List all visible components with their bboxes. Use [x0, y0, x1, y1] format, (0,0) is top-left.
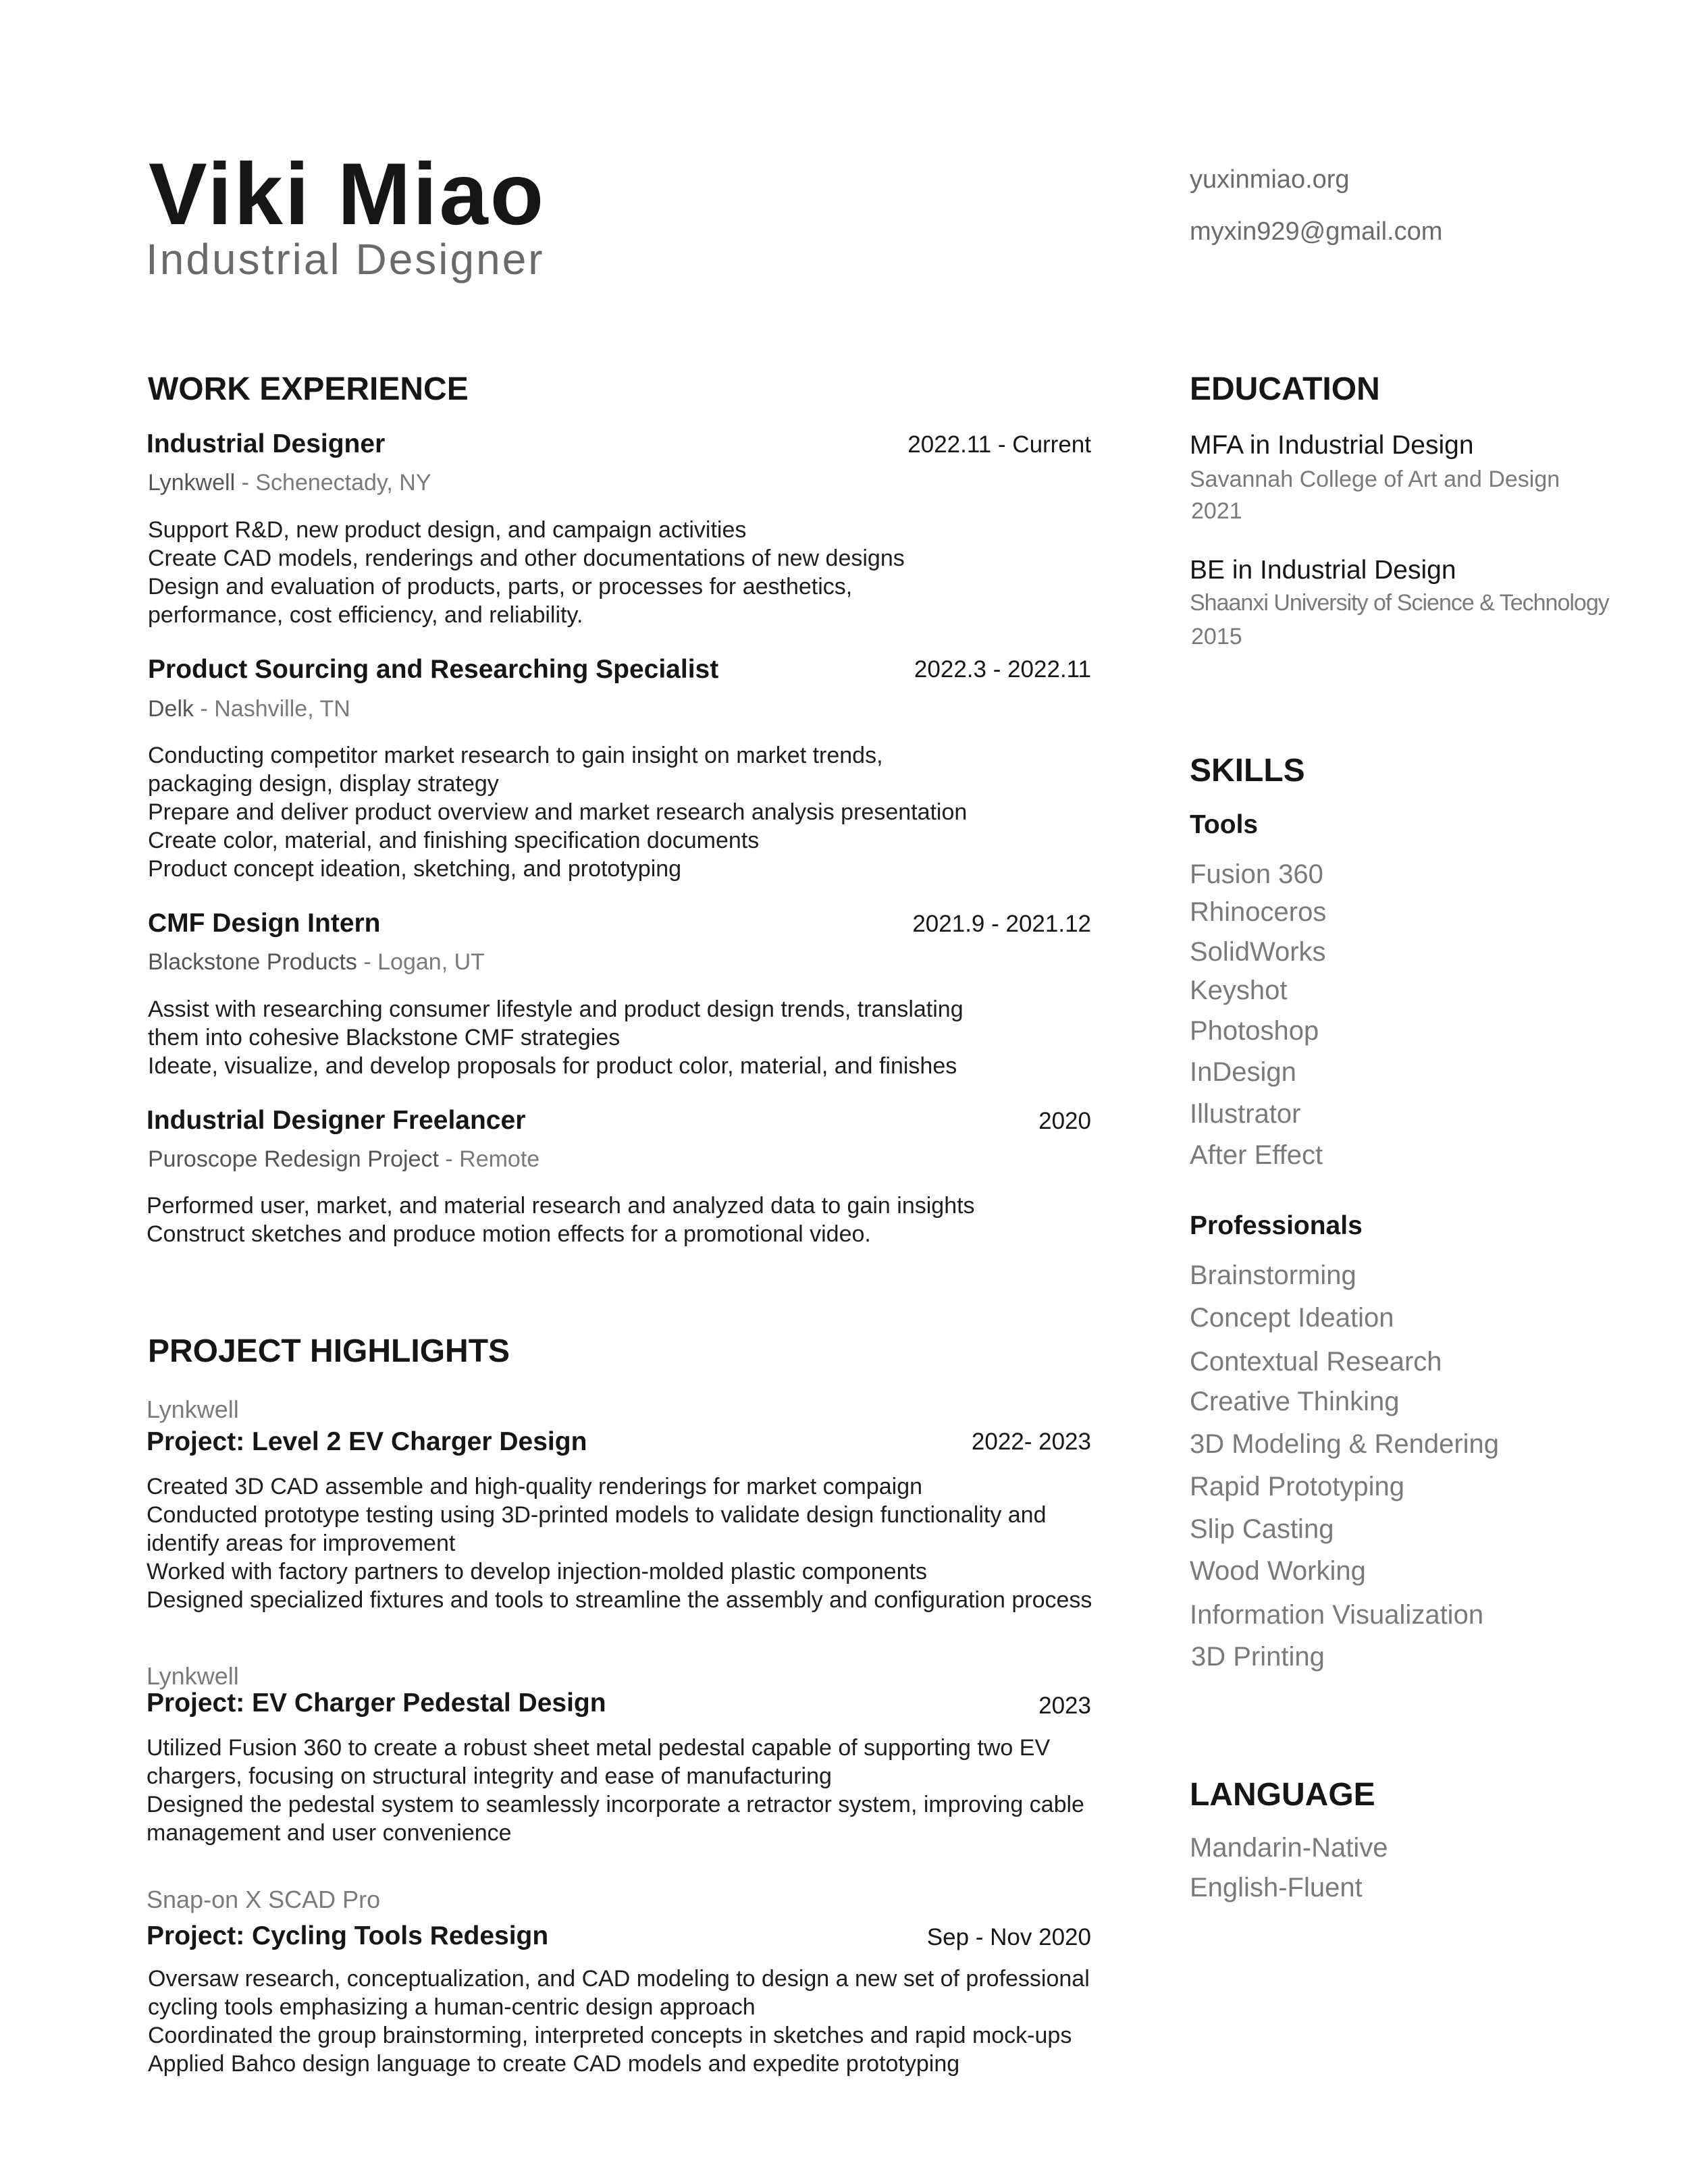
description-line: Worked with factory partners to develop injection-molded plastic components — [147, 1559, 927, 1584]
description-line: performance, cost efficiency, and reliability. — [148, 602, 583, 628]
job-date: 2021.9 - 2021.12 — [912, 911, 1091, 937]
skill-item: Rapid Prototyping — [1190, 1472, 1404, 1501]
skill-item: Contextual Research — [1190, 1347, 1442, 1377]
skill-item: Concept Ideation — [1190, 1303, 1394, 1333]
company-location: - Nashville, TN — [194, 696, 350, 722]
project-title: Project: Level 2 EV Charger Design — [147, 1427, 587, 1456]
project-org: Snap-on X SCAD Pro — [147, 1886, 381, 1913]
description-line: Performed user, market, and material research and analyzed data to gain insights — [147, 1193, 975, 1219]
company-name: Blackstone Products — [148, 949, 357, 975]
description-line: Created 3D CAD assemble and high-quality renderings for market compaign — [147, 1474, 923, 1499]
skill-item: SolidWorks — [1190, 937, 1326, 967]
job-description — [148, 741, 967, 883]
skill-item: Photoshop — [1190, 1016, 1319, 1046]
description-line: Coordinated the group brainstorming, interpreted concepts in sketches and rapid mock-ups — [148, 2023, 1072, 2048]
job-company — [148, 471, 431, 494]
description-line: Create color, material, and finishing specification documents — [148, 828, 760, 853]
skill-item: Creative Thinking — [1190, 1387, 1400, 1416]
work-experience-heading: WORK EXPERIENCE — [148, 371, 469, 407]
description-line: packaging design, display strategy — [148, 771, 499, 797]
skill-item: 3D Printing — [1191, 1642, 1325, 1672]
skill-item: Information Visualization — [1190, 1600, 1484, 1630]
company-name: Lynkwell — [148, 470, 236, 496]
skill-item: InDesign — [1190, 1057, 1296, 1087]
description-line: cycling tools emphasizing a human-centric design approach — [148, 1994, 756, 2020]
job-title: Industrial Designer — [147, 429, 386, 458]
description-line: Support R&D, new product design, and campaign activities — [148, 517, 747, 543]
project-date: 2023 — [1038, 1693, 1091, 1719]
project-org: Lynkwell — [147, 1662, 239, 1690]
degree: BE in Industrial Design — [1190, 556, 1456, 585]
skills-heading: SKILLS — [1190, 753, 1305, 789]
company-name: Puroscope Redesign Project — [148, 1146, 439, 1172]
description-line: Applied Bahco design language to create CAD models and expedite prototyping — [148, 2051, 960, 2077]
description-line: Product concept ideation, sketching, and prototyping — [148, 856, 682, 882]
company-location: - Logan, UT — [357, 949, 485, 975]
language-item: English-Fluent — [1190, 1873, 1363, 1902]
job-company — [148, 951, 485, 974]
project-org: Lynkwell — [147, 1395, 239, 1423]
education-heading: EDUCATION — [1190, 371, 1380, 407]
email-link[interactable]: myxin929@gmail.com — [1190, 217, 1443, 246]
skill-item: Fusion 360 — [1190, 859, 1323, 889]
description-line: Ideate, visualize, and develop proposals for product color, material, and finishes — [148, 1053, 957, 1079]
company-name: Delk — [148, 696, 194, 722]
description-line: Oversaw research, conceptualization, and CAD modeling to design a new set of professional — [148, 1966, 1090, 1992]
degree: MFA in Industrial Design — [1190, 431, 1474, 460]
description-line: Designed specialized fixtures and tools to streamline the assembly and configuration process — [147, 1587, 1092, 1613]
job-title: CMF Design Intern — [148, 909, 381, 938]
skill-item: Wood Working — [1190, 1556, 1366, 1586]
graduation-year: 2015 — [1191, 624, 1242, 649]
skill-item: Slip Casting — [1190, 1514, 1334, 1544]
candidate-name: Viki Miao — [149, 144, 546, 243]
skill-item: Illustrator — [1190, 1099, 1301, 1129]
project-description — [148, 1965, 1090, 2078]
job-date: 2022.3 - 2022.11 — [914, 656, 1091, 683]
company-location: - Schenectady, NY — [235, 470, 431, 496]
skill-item: Rhinoceros — [1190, 897, 1327, 927]
project-description — [147, 1472, 1092, 1614]
project-date: 2022- 2023 — [971, 1429, 1091, 1455]
skill-item: Brainstorming — [1190, 1260, 1356, 1290]
description-line: identify areas for improvement — [147, 1530, 456, 1556]
skill-item: 3D Modeling & Rendering — [1190, 1429, 1500, 1459]
description-line: Construct sketches and produce motion effects for a promotional video. — [147, 1221, 871, 1247]
language-item: Mandarin-Native — [1190, 1833, 1388, 1863]
candidate-role: Industrial Designer — [146, 235, 545, 284]
company-location: - Remote — [438, 1146, 540, 1172]
skill-item: After Effect — [1190, 1140, 1323, 1170]
school: Shaanxi University of Science & Technology — [1190, 590, 1609, 616]
tools-subheading: Tools — [1190, 810, 1259, 839]
school: Savannah College of Art and Design — [1190, 467, 1560, 492]
job-description — [148, 995, 964, 1080]
description-line: Prepare and deliver product overview and market research analysis presentation — [148, 799, 968, 825]
job-company — [148, 697, 350, 720]
job-title: Industrial Designer Freelancer — [147, 1106, 526, 1135]
skill-item: Keyshot — [1190, 976, 1288, 1005]
website-link[interactable]: yuxinmiao.org — [1190, 165, 1350, 194]
graduation-year: 2021 — [1191, 498, 1242, 524]
job-date: 2022.11 - Current — [907, 431, 1091, 458]
description-line: them into cohesive Blackstone CMF strategies — [148, 1025, 621, 1050]
project-date: Sep - Nov 2020 — [926, 1924, 1091, 1950]
description-line: management and user convenience — [147, 1820, 512, 1846]
project-description — [147, 1734, 1084, 1847]
job-title: Product Sourcing and Researching Specialist — [148, 655, 719, 684]
description-line: Conducted prototype testing using 3D-printed models to validate design functionality and — [147, 1502, 1047, 1528]
description-line: Design and evaluation of products, parts, or processes for aesthetics, — [148, 574, 853, 600]
job-date: 2020 — [1038, 1108, 1091, 1134]
job-description — [148, 516, 905, 629]
professionals-subheading: Professionals — [1190, 1211, 1363, 1240]
project-title: Project: Cycling Tools Redesign — [147, 1921, 549, 1950]
project-title: Project: EV Charger Pedestal Design — [147, 1688, 606, 1717]
language-heading: LANGUAGE — [1190, 1777, 1375, 1813]
description-line: Designed the pedestal system to seamlessly incorporate a retractor system, improving cable — [147, 1792, 1084, 1817]
project-highlights-heading: PROJECT HIGHLIGHTS — [148, 1333, 510, 1369]
job-company — [148, 1148, 539, 1171]
description-line: Create CAD models, renderings and other documentations of new designs — [148, 545, 905, 571]
description-line: Assist with researching consumer lifestyle and product design trends, translating — [148, 996, 964, 1022]
description-line: Utilized Fusion 360 to create a robust sheet metal pedestal capable of supporting two EV — [147, 1735, 1051, 1761]
description-line: chargers, focusing on structural integrity and ease of manufacturing — [147, 1763, 832, 1789]
job-description — [147, 1192, 975, 1248]
description-line: Conducting competitor market research to gain insight on market trends, — [148, 743, 883, 768]
